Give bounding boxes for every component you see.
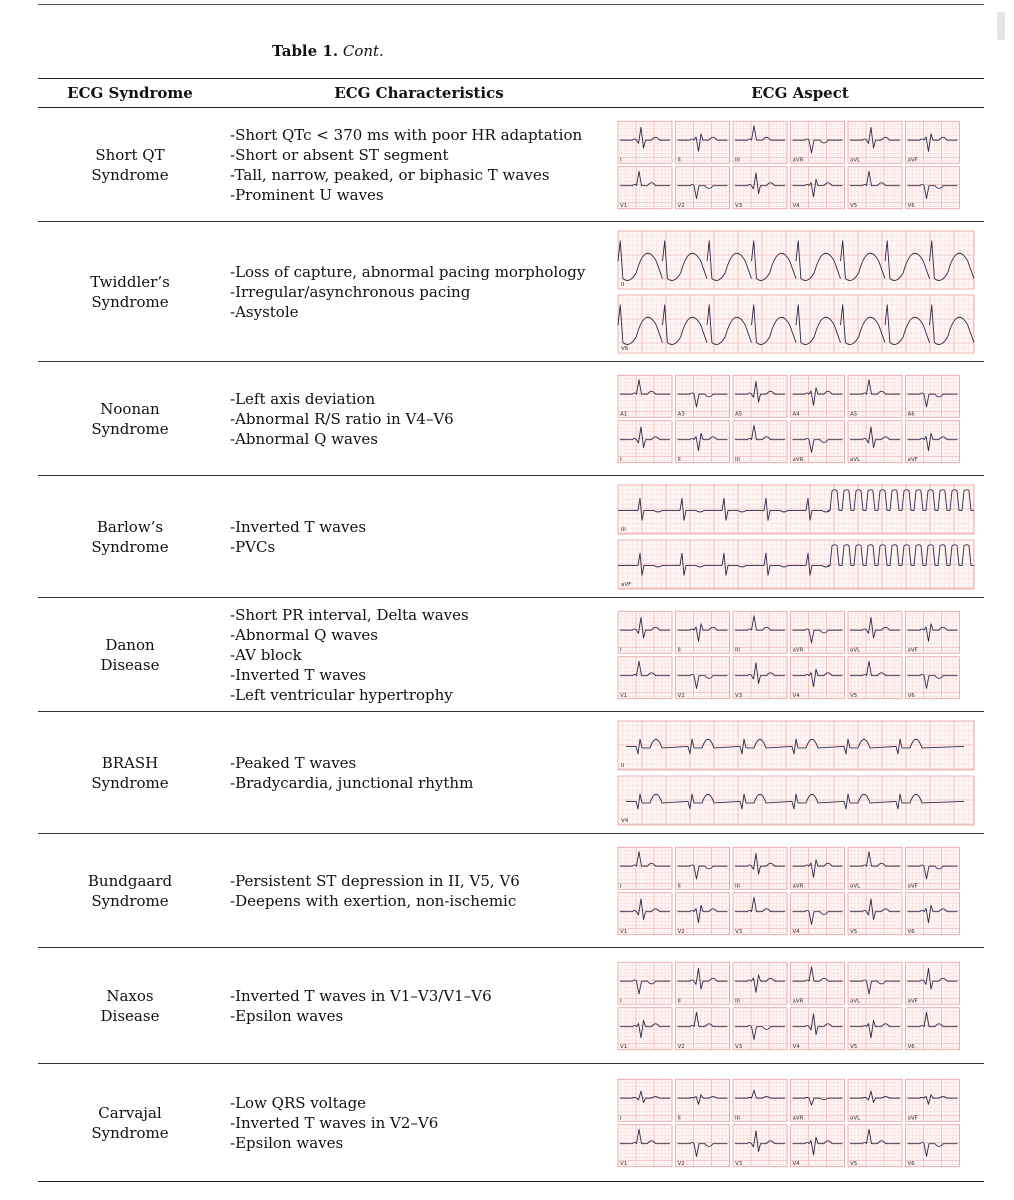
characteristic-item: -Prominent U waves xyxy=(230,185,384,204)
syndrome-name-line: Bundgaard xyxy=(87,871,173,890)
ecg-lead-label: V5 xyxy=(850,928,858,935)
syndrome-cell xyxy=(38,1064,222,1182)
ecg-lead-label: II xyxy=(677,156,681,163)
ecg-aspect-cell xyxy=(616,948,984,1064)
ecg-lead-label: III xyxy=(735,882,740,889)
characteristic-item: -Abnormal Q waves xyxy=(230,625,378,644)
ecg-lead-label: V1 xyxy=(620,1043,628,1050)
ecg-lead-label: V2 xyxy=(677,1160,685,1167)
table-row xyxy=(38,362,984,476)
ecg-lead-label: V3 xyxy=(735,1043,743,1050)
syndrome-name-line: Syndrome xyxy=(91,419,169,438)
ecg-lead-label: V2 xyxy=(677,928,685,935)
characteristic-item: -Abnormal Q waves xyxy=(230,429,378,448)
ecg-lead-label: aVF xyxy=(907,882,918,889)
ecg-lead-label: aVF xyxy=(907,456,918,463)
ecg-lead-label: V5 xyxy=(850,1043,858,1050)
ecg-lead-label: A5 xyxy=(850,410,858,417)
table-row xyxy=(38,712,984,834)
ecg-lead-label: aVF xyxy=(907,646,918,653)
ecg-aspect-cell xyxy=(616,476,984,598)
ecg-lead-label: V2 xyxy=(677,1043,685,1050)
characteristic-item: -PVCs xyxy=(230,537,276,556)
ecg-lead-label: V1 xyxy=(620,202,628,209)
ecg-lead-label: V6 xyxy=(907,202,915,209)
ecg-lead-label: V3 xyxy=(735,692,743,699)
ecg-lead-label: I xyxy=(620,156,622,163)
syndrome-name-line: Syndrome xyxy=(91,537,169,556)
ecg-lead-label: III xyxy=(735,456,740,463)
ecg-lead-label: I xyxy=(620,456,622,463)
ecg-tracing-image xyxy=(616,1067,978,1179)
syndrome-cell xyxy=(38,712,222,834)
ecg-tracing-image xyxy=(616,111,978,219)
syndrome-name-line: BRASH xyxy=(101,753,159,772)
characteristic-item: -Low QRS voltage xyxy=(230,1093,367,1112)
characteristic-item: -Inverted T waves in V1–V3/V1–V6 xyxy=(230,986,492,1005)
ecg-aspect-cell xyxy=(616,362,984,476)
top-rule xyxy=(38,4,984,5)
table-row xyxy=(38,948,984,1064)
ecg-lead-label: aVF xyxy=(907,997,918,1004)
table-row xyxy=(38,108,984,222)
ecg-lead-label: aVR xyxy=(792,456,804,463)
syndrome-cell xyxy=(38,598,222,712)
ecg-lead-label: aVR xyxy=(792,997,804,1004)
characteristic-item: -Short QTc < 370 ms with poor HR adaptation xyxy=(230,125,583,144)
ecg-lead-label: V2 xyxy=(677,692,685,699)
ecg-lead-label: V3 xyxy=(735,202,743,209)
syndrome-name-line: Twiddler’s xyxy=(90,272,170,291)
ecg-aspect-cell xyxy=(616,108,984,222)
ecg-lead-label: II xyxy=(677,456,681,463)
ecg-aspect-cell xyxy=(616,1064,984,1182)
characteristics-cell xyxy=(222,598,616,712)
ecg-lead-label: V1 xyxy=(620,1160,628,1167)
ecg-lead-label: V1 xyxy=(620,692,628,699)
ecg-lead-label: A3 xyxy=(677,410,685,417)
ecg-lead-label: aVR xyxy=(792,1114,804,1121)
ecg-lead-label: aVL xyxy=(850,456,861,463)
ecg-lead-label: aVR xyxy=(792,646,804,653)
ecg-lead-label: V5 xyxy=(850,1160,858,1167)
characteristic-item: -Short or absent ST segment xyxy=(230,145,449,164)
ecg-tracing-image xyxy=(616,479,978,595)
ecg-lead-label: II xyxy=(621,762,625,769)
ecg-lead-label: aVF xyxy=(907,156,918,163)
header-ecg-characteristics: ECG Characteristics xyxy=(222,79,616,108)
syndrome-name-line: Syndrome xyxy=(91,773,169,792)
ecg-tracing-image xyxy=(616,837,978,945)
table-row xyxy=(38,598,984,712)
syndrome-name-line: Barlow’s xyxy=(96,517,164,536)
ecg-lead-label: A6 xyxy=(907,410,915,417)
header-ecg-syndrome: ECG Syndrome xyxy=(38,79,222,108)
syndrome-name-line: Noonan xyxy=(100,399,160,418)
characteristic-item: -Short PR interval, Delta waves xyxy=(230,605,469,624)
syndrome-cell xyxy=(38,476,222,598)
characteristic-item: -Tall, narrow, peaked, or biphasic T waves xyxy=(230,165,550,184)
ecg-lead-label: aVF xyxy=(907,1114,918,1121)
syndrome-name-line: Disease xyxy=(100,1006,160,1025)
characteristics-cell xyxy=(222,222,616,362)
characteristic-item: -Loss of capture, abnormal pacing morphology xyxy=(230,262,586,281)
ecg-lead-label: V5 xyxy=(850,202,858,209)
syndrome-cell xyxy=(38,948,222,1064)
syndrome-name-line: Danon xyxy=(105,635,155,654)
ecg-lead-label: A5 xyxy=(735,410,743,417)
characteristics-cell xyxy=(222,834,616,948)
ecg-aspect-cell xyxy=(616,712,984,834)
characteristic-item: -Epsilon waves xyxy=(230,1006,344,1025)
syndrome-cell xyxy=(38,222,222,362)
table-row xyxy=(38,476,984,598)
ecg-lead-label: V6 xyxy=(621,345,629,352)
ecg-lead-label: I xyxy=(620,1114,622,1121)
ecg-tracing-image xyxy=(616,951,978,1061)
ecg-lead-label: II xyxy=(677,1114,681,1121)
ecg-lead-label: V2 xyxy=(677,202,685,209)
characteristics-cell xyxy=(222,712,616,834)
ecg-tracing-image xyxy=(616,365,978,473)
characteristic-item: -Left ventricular hypertrophy xyxy=(230,685,453,704)
characteristic-item: -Abnormal R/S ratio in V4–V6 xyxy=(230,409,454,428)
ecg-lead-label: V4 xyxy=(792,928,800,935)
syndrome-cell xyxy=(38,362,222,476)
ecg-lead-label: aVL xyxy=(850,882,861,889)
ecg-tracing-image xyxy=(616,715,978,831)
ecg-lead-label: I xyxy=(620,646,622,653)
syndrome-name-line: Naxos xyxy=(106,986,154,1005)
characteristics-cell xyxy=(222,362,616,476)
characteristic-item: -Persistent ST depression in II, V5, V6 xyxy=(230,871,520,890)
ecg-lead-label: V6 xyxy=(907,1043,915,1050)
ecg-lead-label: V6 xyxy=(907,928,915,935)
ecg-lead-label: III xyxy=(621,526,626,533)
ecg-lead-label: V5 xyxy=(850,692,858,699)
ecg-lead-label: aVL xyxy=(850,1114,861,1121)
syndrome-name-line: Disease xyxy=(100,655,160,674)
ecg-lead-label: V4 xyxy=(792,202,800,209)
caption-label: Table 1. xyxy=(272,42,339,60)
characteristics-cell xyxy=(222,476,616,598)
ecg-lead-label: A1 xyxy=(620,410,628,417)
characteristic-item: -Inverted T waves xyxy=(230,517,367,536)
ecg-lead-label: III xyxy=(735,997,740,1004)
table-row xyxy=(38,222,984,362)
syndrome-name-line: Syndrome xyxy=(91,891,169,910)
characteristic-item: -Irregular/asynchronous pacing xyxy=(230,282,471,301)
caption-continuation: Cont. xyxy=(342,42,384,60)
syndrome-cell xyxy=(38,834,222,948)
ecg-lead-label: II xyxy=(677,882,681,889)
syndrome-name-line: Syndrome xyxy=(91,1123,169,1142)
characteristic-item: -Inverted T waves xyxy=(230,665,367,684)
characteristics-cell xyxy=(222,1064,616,1182)
ecg-lead-label: III xyxy=(735,156,740,163)
characteristic-item: -Epsilon waves xyxy=(230,1133,344,1152)
ecg-lead-label: II xyxy=(677,997,681,1004)
table-header-row xyxy=(38,79,984,108)
ecg-lead-label: aVR xyxy=(792,156,804,163)
ecg-lead-label: I xyxy=(620,882,622,889)
characteristic-item: -Deepens with exertion, non-ischemic xyxy=(230,891,517,910)
ecg-lead-label: V3 xyxy=(735,1160,743,1167)
ecg-lead-label: V4 xyxy=(792,692,800,699)
characteristics-cell xyxy=(222,948,616,1064)
ecg-lead-label: III xyxy=(735,1114,740,1121)
ecg-lead-label: I xyxy=(620,997,622,1004)
characteristic-item: -Bradycardia, junctional rhythm xyxy=(230,773,474,792)
ecg-lead-label: V6 xyxy=(907,1160,915,1167)
characteristics-cell xyxy=(222,108,616,222)
ecg-lead-label: V4 xyxy=(792,1043,800,1050)
ecg-syndrome-table xyxy=(38,78,984,1182)
ecg-tracing-image xyxy=(616,225,978,359)
characteristic-item: -Asystole xyxy=(230,302,299,321)
ecg-lead-label: II xyxy=(677,646,681,653)
ecg-lead-label: aVL xyxy=(850,646,861,653)
ecg-lead-label: aVF xyxy=(621,581,632,588)
ecg-aspect-cell xyxy=(616,598,984,712)
syndrome-name-line: Short QT xyxy=(95,145,165,164)
table-caption xyxy=(272,42,384,60)
characteristic-item: -Left axis deviation xyxy=(230,389,376,408)
ecg-lead-label: aVL xyxy=(850,156,861,163)
ecg-lead-label: III xyxy=(735,646,740,653)
characteristic-item: -Inverted T waves in V2–V6 xyxy=(230,1113,439,1132)
scrollbar-thumb[interactable] xyxy=(997,12,1005,40)
ecg-lead-label: V4 xyxy=(792,1160,800,1167)
ecg-lead-label: V6 xyxy=(907,692,915,699)
ecg-lead-label: V3 xyxy=(735,928,743,935)
syndrome-cell xyxy=(38,108,222,222)
header-ecg-aspect: ECG Aspect xyxy=(616,79,984,108)
ecg-aspect-cell xyxy=(616,222,984,362)
syndrome-name-line: Syndrome xyxy=(91,165,169,184)
table-row xyxy=(38,1064,984,1182)
syndrome-name-line: Syndrome xyxy=(91,292,169,311)
ecg-lead-label: V1 xyxy=(620,928,628,935)
syndrome-name-line: Carvajal xyxy=(98,1103,162,1122)
ecg-aspect-cell xyxy=(616,834,984,948)
ecg-lead-label: V4 xyxy=(621,817,629,824)
ecg-lead-label: aVL xyxy=(850,997,861,1004)
table-row xyxy=(38,834,984,948)
ecg-tracing-image xyxy=(616,601,978,709)
characteristic-item: -Peaked T waves xyxy=(230,753,357,772)
ecg-lead-label: aVR xyxy=(792,882,804,889)
ecg-lead-label: A4 xyxy=(792,410,800,417)
characteristic-item: -AV block xyxy=(230,645,302,664)
ecg-lead-label: II xyxy=(621,281,625,288)
